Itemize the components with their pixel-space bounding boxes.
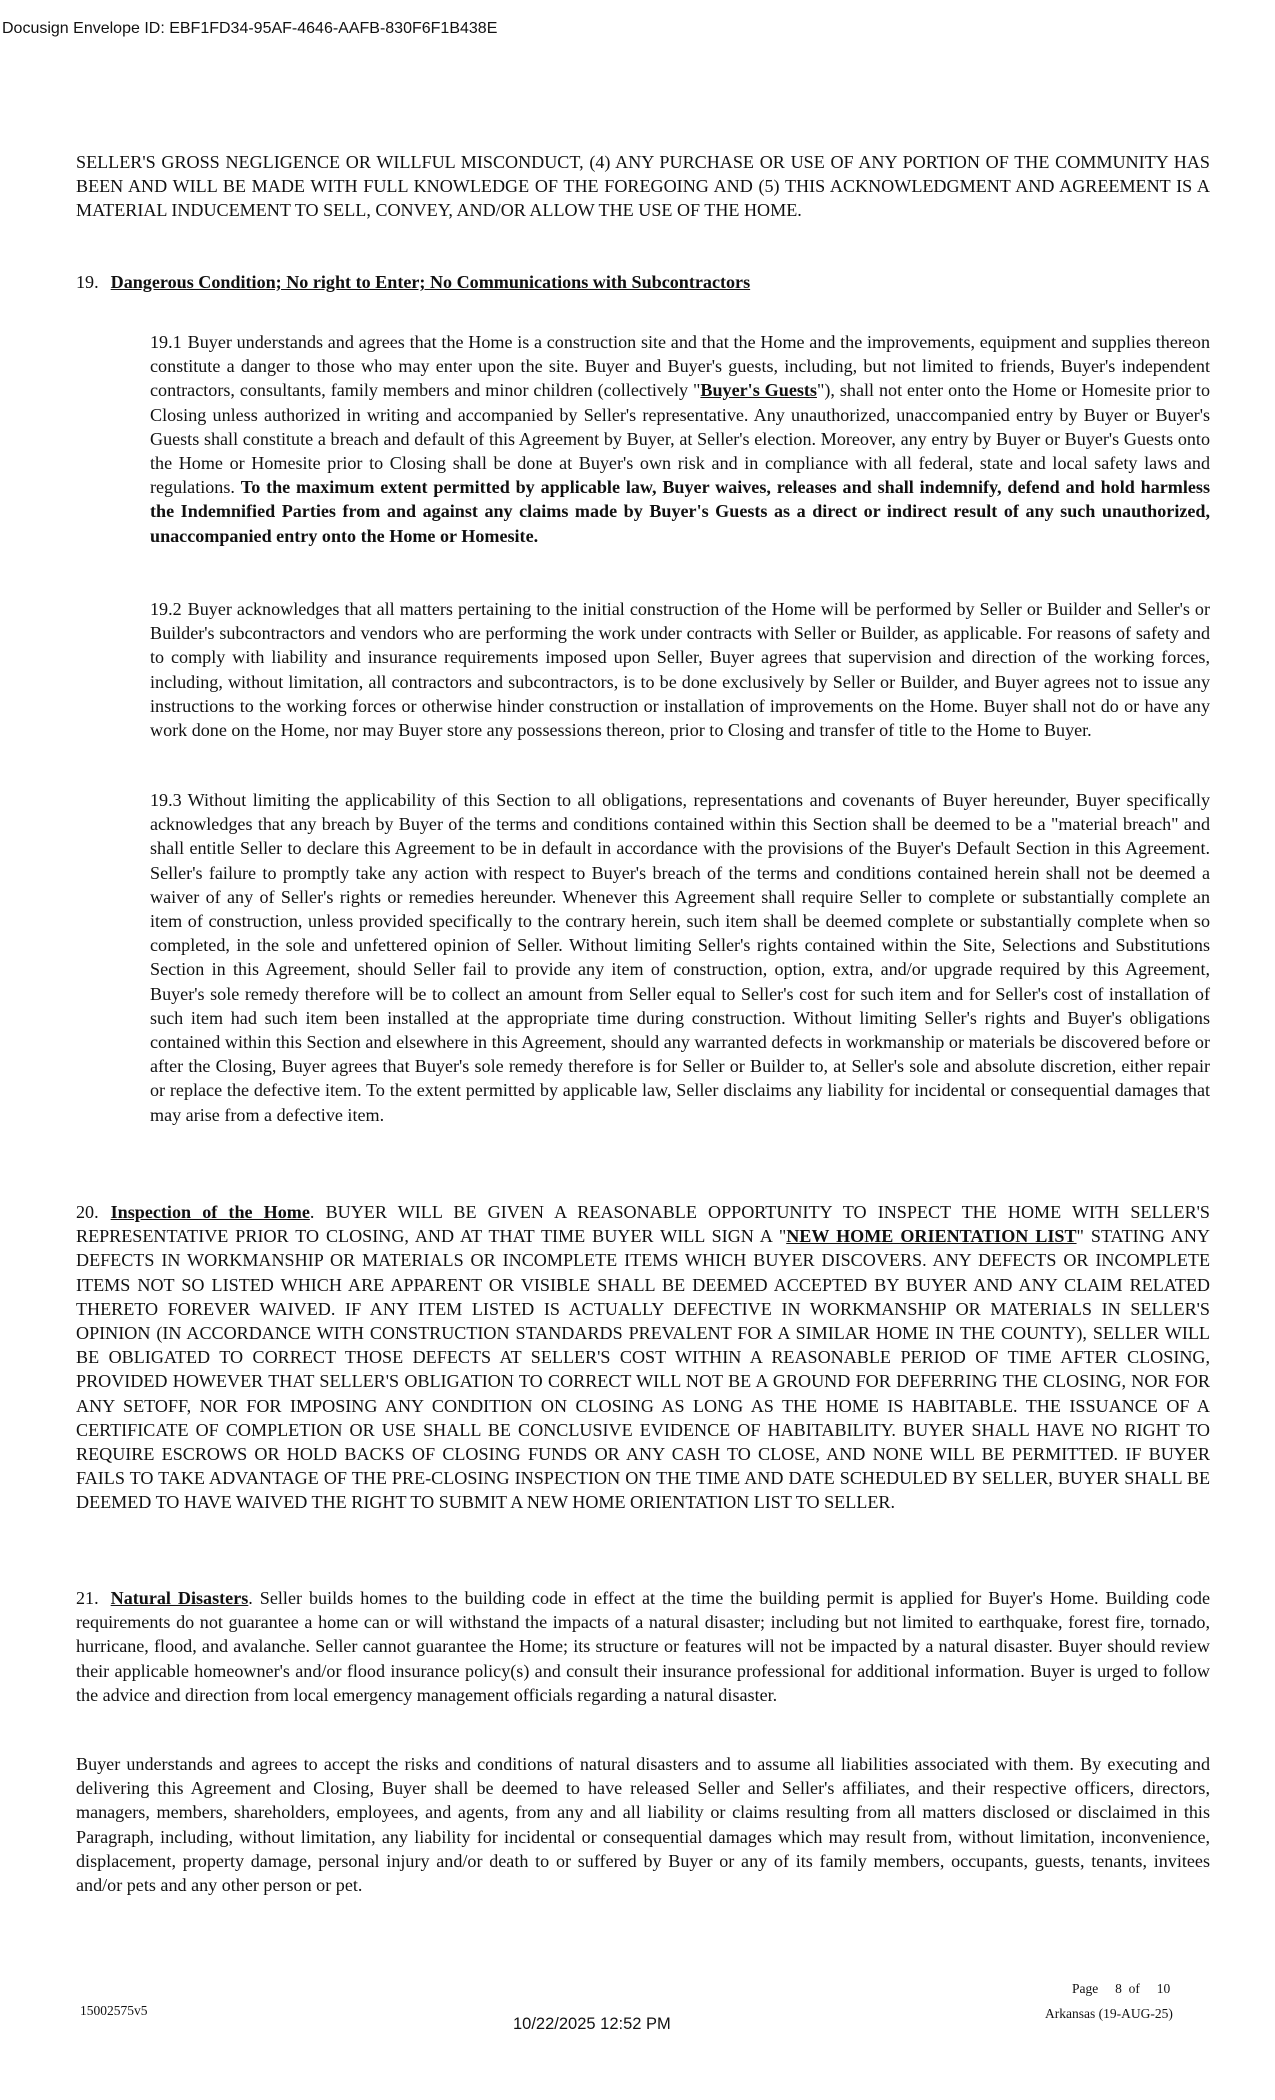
section-20-number: 20. [76, 1202, 99, 1222]
section-21-para-2: Buyer understands and agrees to accept the risks and conditions of natural disasters and to assume all liabilities associated with them. By executing and delivering this Agreement and Closing, Buyer shall be deemed to have released Seller and Seller's affiliates, and their respective officers, directors, managers, members, shareholders, employees, and agents, from any and all liability or claims resulting from all matters disclosed or disclaimed in this Paragraph, including, without limitation, any liability for incidental or consequential damages which may result from, without limitation, inconvenience, displacement, property damage, personal injury and/or death to or suffered by Buyer or any of its family members, occupants, guests, tenants, invitees and/or pets and any other person or pet. [76, 1754, 1210, 1896]
section-19-2-text: Buyer acknowledges that all matters pertaining to the initial construction of the Home will be performed by Seller or Builder and Seller's or Builder's subcontractors and vendors who are performing the work under contracts with Seller or Builder, as applicable. For reasons of safety and to comply with liability and insurance requirements imposed upon Seller, Buyer agrees that supervision and direction of the working forces, including, without limitation, all contractors and subcontractors, is to be done exclusively by Seller or Builder, and Buyer agrees not to issue any instructions to the working forces or otherwise hinder construction or installation of improvements on the Home. Buyer shall not do or have any work done on the Home, nor may Buyer store any possessions thereon, prior to Closing and transfer of title to the Home to Buyer. [150, 599, 1210, 741]
section-20-text-b: " STATING ANY DEFECTS IN WORKMANSHIP OR MATERIALS OR INCOMPLETE ITEMS WHICH BUYER DISCOVERS. ANY DEFECTS OR INCOMPLETE ITEMS NOT SO LISTED WHICH ARE APPARENT OR VISIBLE SHALL BE DEEMED ACCEPTED BY BUYER AND ANY CLAIM RELATED THERETO FOREVER WAIVED. IF ANY ITEM LISTED IS ACTUALLY DEFECTIVE IN WORKMANSHIP OR MATERIALS IN SELLER'S OPINION (IN ACCORDANCE WITH CONSTRUCTION STANDARDS PREVALENT FOR A SIMILAR HOME IN THE COUNTY), SELLER WILL BE OBLIGATED TO CORRECT THOSE DEFECTS AT SELLER'S COST WITHIN A REASONABLE PERIOD OF TIME AFTER CLOSING, PROVIDED HOWEVER THAT SELLER'S OBLIGATION TO CORRECT WILL NOT BE A GROUND FOR DEFERRING THE CLOSING, NOR FOR ANY SETOFF, NOR FOR IMPOSING ANY CONDITION ON CLOSING AS LONG AS THE HOME IS HABITABLE. THE ISSUANCE OF A CERTIFICATE OF COMPLETION OR USE SHALL BE CONCLUSIVE EVIDENCE OF HABITABILITY. BUYER SHALL HAVE NO RIGHT TO REQUIRE ESCROWS OR HOLD BACKS OF CLOSING FUNDS OR ANY CASH TO CLOSE, AND NONE WILL BE PERMITTED. IF BUYER FAILS TO TAKE ADVANTAGE OF THE PRE-CLOSING INSPECTION ON THE TIME AND DATE SCHEDULED BY SELLER, BUYER SHALL BE DEEMED TO HAVE WAIVED THE RIGHT TO SUBMIT A NEW HOME ORIENTATION LIST TO SELLER. [76, 1226, 1210, 1513]
section-19-3-text: Without limiting the applicability of this Section to all obligations, representations and covenants of Buyer hereunder, Buyer specifically acknowledges that any breach by Buyer of the terms and conditions contained within this Section shall be deemed to be a "material breach" and shall entitle Seller to declare this Agreement to be in default in accordance with the provisions of the Buyer's Default Section in this Agreement. Seller's failure to promptly take any action with respect to Buyer's breach of the terms and conditions contained herein shall not be deemed a waiver of any of Seller's rights or remedies hereunder. Whenever this Agreement shall require Seller to complete or substantially complete an item of construction, unless provided specifically to the contrary herein, such item shall be deemed complete or substantially complete when so completed, in the sole and unfettered opinion of Seller. Without limiting Seller's rights contained within the Site, Selections and Substitutions Section in this Agreement, should Seller fail to provide any item of construction, option, extra, and/or upgrade required by this Agreement, Buyer's sole remedy therefore will be to collect an amount from Seller equal to Seller's cost for such item and for Seller's cost of installation of such item had such item been installed at the appropriate time during construction. Without limiting Seller's rights and Buyer's obligations contained within this Section and elsewhere in this Agreement, should any warranted defects in workmanship or materials be discovered before or after the Closing, Buyer agrees that Buyer's sole remedy therefore is for Seller or Builder to, at Seller's sole and absolute discretion, either repair or replace the defective item. To the extent permitted by applicable law, Seller disclaims any liability for incidental or consequential damages that may arise from a defective item. [150, 790, 1210, 1125]
intro-paragraph: SELLER'S GROSS NEGLIGENCE OR WILLFUL MISCONDUCT, (4) ANY PURCHASE OR USE OF ANY PORTION OF THE COMMUNITY HAS BEEN AND WILL BE MADE WITH FULL KNOWLEDGE OF THE FOREGOING AND (5) THIS ACKNOWLEDGMENT AND AGREEMENT IS A MATERIAL INDUCEMENT TO SELL, CONVEY, AND/OR ALLOW THE USE OF THE HOME. [76, 152, 1210, 221]
section-19-1 [150, 330, 1210, 548]
section-20-text-a: . BUYER WILL BE GIVEN A REASONABLE OPPORTUNITY TO INSPECT THE HOME WITH SELLER'S REPRESENTATIVE PRIOR TO CLOSING, AND AT THAT TIME BUYER WILL SIGN A " [76, 1202, 1210, 1247]
section-19-heading [76, 270, 750, 294]
buyers-guests-term: Buyer's Guests [700, 380, 817, 401]
page-of: of [1128, 1981, 1140, 1996]
doc-id: 15002575v5 [80, 2003, 148, 2018]
envelope-id: Docusign Envelope ID: EBF1FD34-95AF-4646-AAFB-830F6F1B438E [2, 20, 498, 37]
section-21-number: 21. [76, 1588, 99, 1608]
page-current: 8 [1115, 1981, 1122, 1996]
section-21-title: Natural Disasters [110, 1588, 249, 1608]
section-19-1-text-b: "), shall not enter onto the Home or Homesite prior to Closing unless authorized in writing and accompanied by Seller's representative. Any unauthorized, unaccompanied entry by Buyer or Buyer's Guests shall constitute a breach and default of this Agreement by Buyer, at Seller's election. Moreover, any entry by Buyer or Buyer's Guests onto the Home or Homesite prior to Closing shall be done at Buyer's own risk and in compliance with all federal, state and local safety laws and regulations. [150, 380, 1210, 498]
section-19-title: Dangerous Condition; No right to Enter; No Communications with Subcontractors [110, 272, 751, 292]
section-20-title: Inspection of the Home [110, 1202, 310, 1222]
section-21 [76, 1586, 1210, 1707]
section-19-number: 19. [76, 272, 99, 292]
section-19-1-text-a: Buyer understands and agrees that the Home is a construction site and that the Home and the improvements, equipment and supplies thereon constitute a danger to those who may enter upon the site. Buyer and Buyer's guests, including, but not limited to friends, Buyer's independent contractors, consultants, family members and minor children (collectively " [150, 332, 1210, 401]
section-19-1-number: 19.1 [150, 332, 182, 352]
page-label: Page [1072, 1981, 1099, 1996]
page-number [1072, 1980, 1170, 1998]
timestamp: 10/22/2025 12:52 PM [513, 2015, 671, 2033]
section-19-1-bold: To the maximum extent permitted by applicable law, Buyer waives, releases and shall indemnify, defend and hold harmless the Indemnified Parties from and against any claims made by Buyer's Guests as a direct or indirect result of any such unauthorized, unaccompanied entry onto the Home or Homesite. [150, 477, 1210, 546]
section-21-text: . Seller builds homes to the building code in effect at the time the building permit is applied for Buyer's Home. Building code requirements do not guarantee a home can or will withstand the impacts of a natural disaster; including but not limited to earthquake, forest fire, tornado, hurricane, flood, and avalanche. Seller cannot guarantee the Home; its structure or features will not be impacted by a natural disaster. Buyer should review their applicable homeowner's and/or flood insurance policy(s) and consult their insurance professional for additional information. Buyer is urged to follow the advice and direction from local emergency management officials regarding a natural disaster. [76, 1588, 1210, 1705]
orientation-list-term: NEW HOME ORIENTATION LIST [786, 1226, 1077, 1247]
state-version: Arkansas (19-AUG-25) [1045, 2006, 1173, 2021]
section-19-2-number: 19.2 [150, 599, 182, 619]
page-total: 10 [1156, 1981, 1171, 1996]
section-19-2 [150, 597, 1210, 742]
section-20 [76, 1200, 1210, 1515]
section-19-3-number: 19.3 [150, 790, 182, 810]
section-19-3 [150, 788, 1210, 1127]
